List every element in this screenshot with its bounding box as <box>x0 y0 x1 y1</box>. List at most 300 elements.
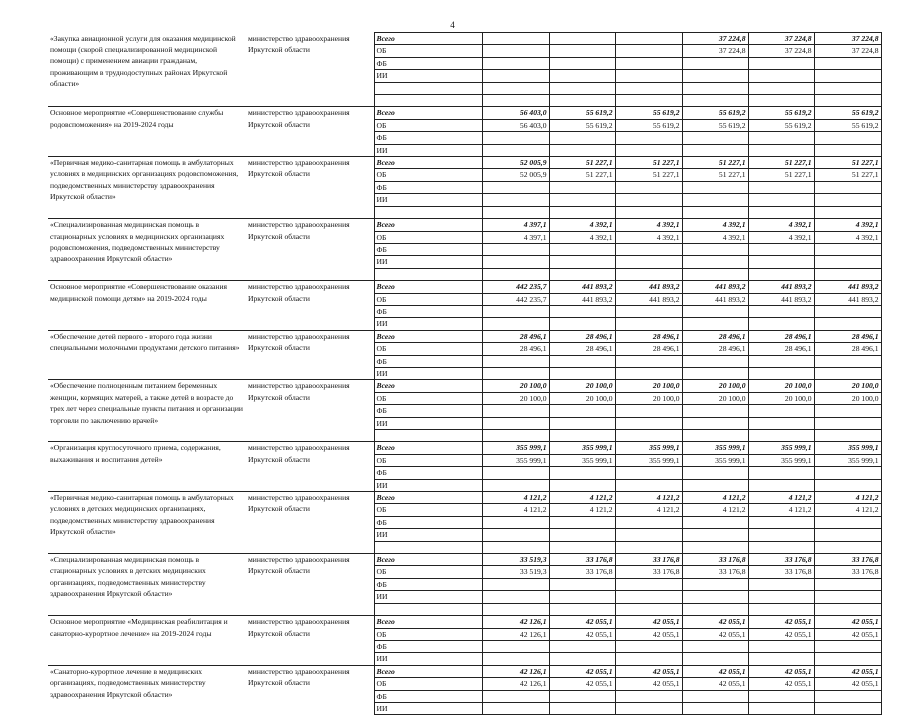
amount-cell <box>482 653 549 665</box>
amount-cell: 4 121,2 <box>615 492 682 504</box>
amount-cell <box>682 541 748 553</box>
amount-cell: 42 055,1 <box>748 678 814 690</box>
funding-source-label: ИИ <box>374 194 482 206</box>
amount-cell: 20 100,0 <box>814 380 881 392</box>
amount-cell <box>615 690 682 702</box>
amount-cell <box>482 268 549 280</box>
amount-cell <box>482 702 549 714</box>
amount-cell: 51 227,1 <box>814 169 881 181</box>
amount-cell <box>748 405 814 417</box>
amount-cell <box>682 194 748 206</box>
amount-cell <box>814 430 881 442</box>
amount-cell <box>549 591 615 603</box>
amount-cell: 42 055,1 <box>682 628 748 640</box>
amount-cell <box>615 430 682 442</box>
amount-cell: 55 619,2 <box>615 119 682 131</box>
amount-cell <box>748 690 814 702</box>
amount-cell: 42 055,1 <box>814 678 881 690</box>
amount-cell <box>549 243 615 255</box>
amount-cell <box>615 144 682 156</box>
amount-cell <box>682 690 748 702</box>
amount-cell <box>814 479 881 491</box>
amount-cell <box>615 702 682 714</box>
funding-source-label: Всего <box>374 219 482 231</box>
amount-cell: 42 055,1 <box>615 665 682 677</box>
amount-cell <box>615 653 682 665</box>
funding-source-label: Всего <box>374 554 482 566</box>
amount-cell: 42 055,1 <box>615 616 682 628</box>
amount-cell <box>814 206 881 218</box>
funding-source-label: ИИ <box>374 318 482 330</box>
amount-cell: 20 100,0 <box>748 380 814 392</box>
amount-cell: 33 176,8 <box>682 554 748 566</box>
amount-cell <box>549 206 615 218</box>
amount-cell <box>482 70 549 82</box>
amount-cell <box>748 702 814 714</box>
amount-cell <box>682 430 748 442</box>
amount-cell <box>615 206 682 218</box>
amount-cell <box>814 305 881 317</box>
amount-cell: 355 999,1 <box>814 442 881 454</box>
funding-source-label: ФБ <box>374 690 482 702</box>
amount-cell <box>748 603 814 615</box>
amount-cell <box>549 529 615 541</box>
amount-cell <box>549 132 615 144</box>
amount-cell: 28 496,1 <box>814 330 881 342</box>
amount-cell: 28 496,1 <box>615 330 682 342</box>
amount-cell <box>682 467 748 479</box>
amount-cell <box>682 603 748 615</box>
funding-source-label: ИИ <box>374 144 482 156</box>
amount-cell <box>549 690 615 702</box>
amount-cell <box>682 417 748 429</box>
amount-cell <box>482 57 549 69</box>
amount-cell <box>482 45 549 57</box>
amount-cell <box>615 417 682 429</box>
table-row <box>48 281 881 293</box>
amount-cell <box>814 268 881 280</box>
table-row <box>48 219 881 231</box>
amount-cell <box>482 194 549 206</box>
amount-cell: 441 893,2 <box>814 293 881 305</box>
amount-cell <box>748 591 814 603</box>
amount-cell <box>482 640 549 652</box>
amount-cell <box>615 45 682 57</box>
budget-table <box>48 32 882 715</box>
amount-cell: 42 126,1 <box>482 665 549 677</box>
amount-cell <box>482 591 549 603</box>
amount-cell: 4 121,2 <box>682 492 748 504</box>
amount-cell: 441 893,2 <box>615 281 682 293</box>
funding-source-label: ФБ <box>374 640 482 652</box>
amount-cell: 28 496,1 <box>482 330 549 342</box>
amount-cell: 42 055,1 <box>615 678 682 690</box>
funding-source-label: ФБ <box>374 305 482 317</box>
amount-cell <box>615 318 682 330</box>
amount-cell: 4 392,1 <box>748 231 814 243</box>
amount-cell <box>482 541 549 553</box>
amount-cell: 42 055,1 <box>748 665 814 677</box>
amount-cell: 33 519,3 <box>482 554 549 566</box>
amount-cell <box>549 367 615 379</box>
amount-cell: 56 403,0 <box>482 119 549 131</box>
amount-cell <box>682 702 748 714</box>
executor: министерство здравоохранения Иркутской области <box>248 33 350 54</box>
amount-cell <box>549 318 615 330</box>
executor: министерство здравоохранения Иркутской области <box>246 616 374 666</box>
amount-cell <box>549 144 615 156</box>
amount-cell: 33 176,8 <box>682 566 748 578</box>
amount-cell <box>615 95 682 107</box>
amount-cell <box>748 305 814 317</box>
amount-cell: 55 619,2 <box>549 119 615 131</box>
amount-cell: 4 392,1 <box>814 219 881 231</box>
amount-cell: 37 224,8 <box>748 33 814 45</box>
amount-cell: 42 055,1 <box>748 616 814 628</box>
amount-cell: 441 893,2 <box>748 293 814 305</box>
table-row <box>48 492 881 504</box>
funding-source-label: ФБ <box>374 181 482 193</box>
amount-cell <box>549 194 615 206</box>
funding-source-label: Всего <box>374 380 482 392</box>
table-row <box>48 554 881 566</box>
amount-cell <box>482 181 549 193</box>
funding-source-label <box>374 82 482 94</box>
executor: министерство здравоохранения Иркутской области <box>246 157 374 219</box>
funding-source-label: Всего <box>374 665 482 677</box>
amount-cell <box>814 95 881 107</box>
activity-name: Основное мероприятие «Медицинская реабилитация и санаторно-курортное лечение» на 2019-2024 годы <box>48 616 246 666</box>
amount-cell: 4 392,1 <box>615 219 682 231</box>
amount-cell <box>682 256 748 268</box>
amount-cell: 42 055,1 <box>549 616 615 628</box>
funding-source-label <box>374 268 482 280</box>
amount-cell: 51 227,1 <box>814 157 881 169</box>
amount-cell <box>682 318 748 330</box>
activity-name: «Специализированная медицинская помощь в стационарных условиях в медицинских организациях родовспоможения, подведомственных министерству здравоохранения Иркутской области» <box>48 219 246 281</box>
amount-cell: 4 121,2 <box>748 504 814 516</box>
amount-cell: 4 121,2 <box>482 492 549 504</box>
amount-cell: 33 176,8 <box>748 566 814 578</box>
amount-cell <box>682 82 748 94</box>
amount-cell <box>748 181 814 193</box>
table-row <box>48 157 881 169</box>
amount-cell <box>549 430 615 442</box>
amount-cell <box>482 578 549 590</box>
amount-cell: 55 619,2 <box>682 107 748 119</box>
funding-source-label <box>374 430 482 442</box>
amount-cell <box>482 479 549 491</box>
amount-cell: 42 055,1 <box>814 616 881 628</box>
amount-cell: 37 224,8 <box>814 33 881 45</box>
amount-cell: 4 121,2 <box>615 504 682 516</box>
amount-cell <box>682 516 748 528</box>
amount-cell <box>615 516 682 528</box>
table-row <box>48 380 881 392</box>
amount-cell: 4 392,1 <box>682 219 748 231</box>
amount-cell: 4 392,1 <box>748 219 814 231</box>
amount-cell <box>682 57 748 69</box>
activity-name: Основное мероприятие «Совершенствование службы родовспоможения» на 2019-2024 годы <box>48 107 246 157</box>
amount-cell: 42 126,1 <box>482 678 549 690</box>
funding-source-label: ФБ <box>374 405 482 417</box>
amount-cell <box>814 243 881 255</box>
amount-cell <box>682 355 748 367</box>
amount-cell <box>748 57 814 69</box>
amount-cell: 51 227,1 <box>748 169 814 181</box>
amount-cell: 355 999,1 <box>482 454 549 466</box>
amount-cell: 33 176,8 <box>748 554 814 566</box>
funding-source-label: ИИ <box>374 479 482 491</box>
amount-cell: 42 055,1 <box>748 628 814 640</box>
amount-cell <box>549 33 615 45</box>
funding-source-label: Всего <box>374 442 482 454</box>
amount-cell <box>748 578 814 590</box>
amount-cell <box>814 405 881 417</box>
funding-source-label <box>374 541 482 553</box>
funding-source-label: ИИ <box>374 653 482 665</box>
amount-cell: 52 005,9 <box>482 157 549 169</box>
amount-cell: 4 121,2 <box>814 504 881 516</box>
amount-cell: 55 619,2 <box>615 107 682 119</box>
amount-cell <box>748 367 814 379</box>
funding-source-label: ОБ <box>374 343 482 355</box>
amount-cell: 442 235,7 <box>482 293 549 305</box>
amount-cell <box>615 529 682 541</box>
funding-source-label: ОБ <box>374 293 482 305</box>
amount-cell <box>549 355 615 367</box>
activity-name: «Обеспечение детей первого - второго года жизни специальными молочными продуктами детского питания» <box>48 330 246 380</box>
amount-cell: 51 227,1 <box>748 157 814 169</box>
amount-cell <box>682 70 748 82</box>
amount-cell: 355 999,1 <box>814 454 881 466</box>
amount-cell: 4 392,1 <box>549 219 615 231</box>
amount-cell <box>549 57 615 69</box>
amount-cell: 33 519,3 <box>482 566 549 578</box>
funding-source-label: ОБ <box>374 628 482 640</box>
amount-cell <box>748 529 814 541</box>
amount-cell: 4 392,1 <box>814 231 881 243</box>
amount-cell: 4 121,2 <box>814 492 881 504</box>
amount-cell <box>682 243 748 255</box>
amount-cell: 37 224,8 <box>748 45 814 57</box>
amount-cell: 28 496,1 <box>682 330 748 342</box>
funding-source-label: Всего <box>374 33 482 45</box>
amount-cell <box>814 591 881 603</box>
amount-cell: 355 999,1 <box>615 454 682 466</box>
executor: министерство здравоохранения Иркутской области <box>246 665 374 715</box>
amount-cell <box>682 578 748 590</box>
table-row <box>48 330 881 342</box>
activity-name: «Специализированная медицинская помощь в стационарных условиях в детских медицинских организациях, подведомственных министерству здравоохранения Иркутской области» <box>48 554 246 616</box>
amount-cell: 42 055,1 <box>549 628 615 640</box>
amount-cell <box>482 318 549 330</box>
funding-source-label: ИИ <box>374 70 482 82</box>
amount-cell: 37 224,8 <box>682 33 748 45</box>
amount-cell <box>814 516 881 528</box>
amount-cell: 355 999,1 <box>549 454 615 466</box>
amount-cell: 4 121,2 <box>549 492 615 504</box>
amount-cell <box>748 144 814 156</box>
funding-source-label: ОБ <box>374 231 482 243</box>
funding-source-label: Всего <box>374 107 482 119</box>
amount-cell <box>549 516 615 528</box>
amount-cell <box>814 578 881 590</box>
funding-source-label: ФБ <box>374 355 482 367</box>
amount-cell <box>748 467 814 479</box>
amount-cell: 33 176,8 <box>615 554 682 566</box>
funding-source-label: ФБ <box>374 57 482 69</box>
amount-cell: 33 176,8 <box>615 566 682 578</box>
amount-cell: 355 999,1 <box>748 454 814 466</box>
amount-cell <box>615 467 682 479</box>
amount-cell <box>549 653 615 665</box>
amount-cell: 28 496,1 <box>748 330 814 342</box>
funding-source-label: ИИ <box>374 591 482 603</box>
activity-name: «Санаторно-курортное лечение в медицинских организациях, подведомственных министерству здравоохранения Иркутской области» <box>48 665 246 715</box>
amount-cell: 42 126,1 <box>482 628 549 640</box>
page-number: 4 <box>450 20 455 30</box>
amount-cell <box>615 541 682 553</box>
amount-cell: 4 392,1 <box>549 231 615 243</box>
executor: министерство здравоохранения Иркутской области <box>246 107 374 157</box>
amount-cell <box>682 640 748 652</box>
funding-source-label: ФБ <box>374 243 482 255</box>
amount-cell <box>615 405 682 417</box>
amount-cell <box>748 417 814 429</box>
amount-cell <box>549 95 615 107</box>
amount-cell: 55 619,2 <box>549 107 615 119</box>
executor: министерство здравоохранения Иркутской области <box>246 330 374 380</box>
amount-cell: 441 893,2 <box>682 293 748 305</box>
amount-cell: 51 227,1 <box>615 169 682 181</box>
amount-cell <box>482 603 549 615</box>
amount-cell: 42 126,1 <box>482 616 549 628</box>
amount-cell <box>615 479 682 491</box>
amount-cell <box>814 529 881 541</box>
amount-cell: 42 055,1 <box>549 665 615 677</box>
amount-cell: 28 496,1 <box>682 343 748 355</box>
amount-cell: 355 999,1 <box>615 442 682 454</box>
amount-cell <box>682 529 748 541</box>
amount-cell: 4 397,1 <box>482 219 549 231</box>
activity-name: «Первичная медико-санитарная помощь в амбулаторных условиях в медицинских организациях родовспоможения, подведомственных министерству здравоохранения Иркутской области» <box>48 157 246 219</box>
amount-cell <box>549 405 615 417</box>
amount-cell <box>482 206 549 218</box>
funding-source-label: ИИ <box>374 417 482 429</box>
amount-cell <box>814 640 881 652</box>
amount-cell <box>814 70 881 82</box>
amount-cell: 55 619,2 <box>682 119 748 131</box>
amount-cell <box>549 578 615 590</box>
amount-cell: 20 100,0 <box>549 380 615 392</box>
funding-source-label: ОБ <box>374 169 482 181</box>
amount-cell: 37 224,8 <box>814 45 881 57</box>
amount-cell <box>814 256 881 268</box>
table-row <box>48 107 881 119</box>
amount-cell <box>482 132 549 144</box>
amount-cell: 42 055,1 <box>814 628 881 640</box>
amount-cell: 20 100,0 <box>615 380 682 392</box>
amount-cell <box>615 194 682 206</box>
amount-cell <box>814 318 881 330</box>
funding-source-label: ИИ <box>374 529 482 541</box>
amount-cell <box>748 256 814 268</box>
funding-source-label: ОБ <box>374 119 482 131</box>
amount-cell: 56 403,0 <box>482 107 549 119</box>
amount-cell <box>549 305 615 317</box>
amount-cell <box>748 355 814 367</box>
executor: министерство здравоохранения Иркутской области <box>246 442 374 492</box>
funding-source-label: ИИ <box>374 256 482 268</box>
funding-source-label: ФБ <box>374 578 482 590</box>
funding-source-label: ОБ <box>374 454 482 466</box>
amount-cell <box>814 82 881 94</box>
amount-cell: 355 999,1 <box>682 442 748 454</box>
activity-name: «Закупка авиационной услуги для оказания медицинской помощи (скорой специализированной медицинской помощи) с применением авиации гражданам, проживающим в труднодоступных районах Иркутской области» <box>50 33 236 89</box>
amount-cell: 28 496,1 <box>549 330 615 342</box>
amount-cell <box>549 268 615 280</box>
amount-cell <box>682 405 748 417</box>
amount-cell: 4 121,2 <box>748 492 814 504</box>
amount-cell <box>482 33 549 45</box>
amount-cell <box>549 70 615 82</box>
funding-source-label: ФБ <box>374 132 482 144</box>
amount-cell <box>482 529 549 541</box>
amount-cell <box>549 181 615 193</box>
amount-cell: 441 893,2 <box>748 281 814 293</box>
amount-cell <box>748 268 814 280</box>
funding-source-label: ОБ <box>374 45 482 57</box>
table-row <box>48 616 881 628</box>
funding-source-label: Всего <box>374 492 482 504</box>
amount-cell: 33 176,8 <box>814 554 881 566</box>
amount-cell <box>482 405 549 417</box>
amount-cell: 4 121,2 <box>482 504 549 516</box>
amount-cell <box>615 578 682 590</box>
amount-cell <box>482 430 549 442</box>
amount-cell <box>748 516 814 528</box>
amount-cell: 441 893,2 <box>549 281 615 293</box>
amount-cell: 441 893,2 <box>615 293 682 305</box>
activity-name: «Организация круглосуточного приема, содержания, выхаживания и воспитания детей» <box>48 442 246 492</box>
amount-cell <box>549 603 615 615</box>
amount-cell <box>482 305 549 317</box>
amount-cell <box>482 417 549 429</box>
amount-cell <box>615 82 682 94</box>
amount-cell: 55 619,2 <box>748 119 814 131</box>
amount-cell: 42 055,1 <box>814 665 881 677</box>
funding-source-label: Всего <box>374 281 482 293</box>
amount-cell <box>682 206 748 218</box>
amount-cell: 28 496,1 <box>549 343 615 355</box>
executor: министерство здравоохранения Иркутской области <box>246 281 374 331</box>
amount-cell: 51 227,1 <box>549 169 615 181</box>
amount-cell: 4 392,1 <box>615 231 682 243</box>
amount-cell: 20 100,0 <box>814 392 881 404</box>
amount-cell <box>682 181 748 193</box>
amount-cell <box>682 95 748 107</box>
funding-source-label: Всего <box>374 616 482 628</box>
amount-cell <box>814 603 881 615</box>
amount-cell <box>615 70 682 82</box>
amount-cell: 33 176,8 <box>549 566 615 578</box>
activity-name: «Обеспечение полноценным питанием беременных женщин, кормящих матерей, а также детей в возрасте до трех лет через специальные пункты питания и организации торговли по заключению врачей» <box>48 380 246 442</box>
amount-cell <box>814 194 881 206</box>
amount-cell <box>615 57 682 69</box>
amount-cell <box>482 355 549 367</box>
amount-cell: 37 224,8 <box>682 45 748 57</box>
